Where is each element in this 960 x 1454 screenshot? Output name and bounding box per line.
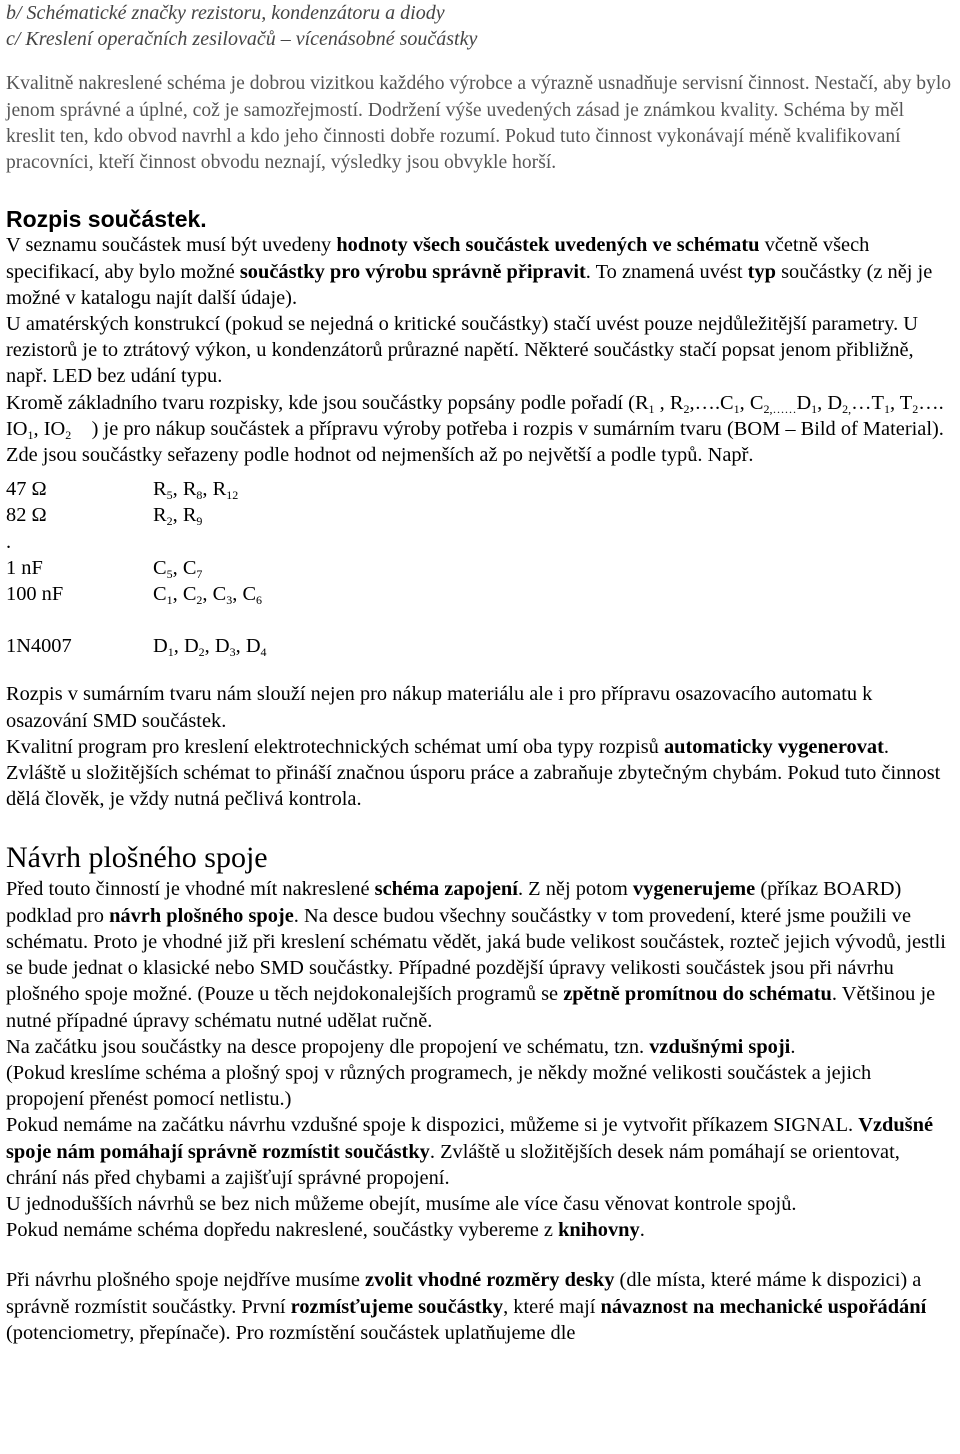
text-run: , které mají bbox=[503, 1295, 601, 1318]
bold-run: zvolit vhodné rozměry desky bbox=[365, 1269, 615, 1292]
bold-run: Vzdušné spoje nám pomáhají správně rozmístit součástky bbox=[6, 1114, 934, 1163]
bold-run: vzdušnými spoji bbox=[649, 1035, 791, 1058]
bold-run: schéma zapojení bbox=[374, 878, 518, 901]
text-run: , T bbox=[889, 391, 913, 414]
bom-value: 100 nF bbox=[6, 583, 64, 606]
bom-value: . bbox=[6, 530, 12, 553]
subscript: 9 bbox=[196, 514, 203, 529]
text-run: Pokud nemáme schéma dopředu nakreslené, součástky vybereme z bbox=[6, 1219, 559, 1242]
rozpis-paragraph-3 bbox=[6, 390, 954, 469]
rozpis-paragraph-4: Rozpis v sumárním tvaru nám slouží nejen pro nákup materiálu ale i pro přípravu osazovacího automatu k osazování SMD součástek. bbox=[6, 683, 873, 732]
bold-run: rozmísťujeme součástky bbox=[290, 1295, 504, 1318]
bold-run: součástky pro výrobu správně připravit bbox=[239, 260, 586, 283]
bom-value: 47 Ω bbox=[6, 478, 47, 501]
rozpis-paragraph-5 bbox=[6, 734, 954, 813]
subscript: 2 bbox=[198, 645, 205, 660]
subscript: 5 bbox=[166, 566, 173, 581]
text-run: D bbox=[796, 391, 812, 414]
text-run: , C bbox=[739, 391, 764, 414]
bom-references: $C_1$, $C_2$, $C_3$, $C_6$ bbox=[153, 583, 263, 608]
bom-references: $R_5$, $R_8$, $R_{12}$ bbox=[153, 478, 239, 503]
subscript: 2,…… bbox=[763, 401, 797, 416]
subscript: 3 bbox=[226, 593, 233, 608]
bold-run: návrh plošného spoje bbox=[109, 904, 294, 927]
intro-paragraph: Kvalitně nakreslené schéma je dobrou vizitkou každého výrobce a výrazně usnadňuje servisní činnost. Nestačí, aby bylo jenom správné a úplné, což je samozřejmostí. Dodržení výše uvedených zásad je známkou kvality. Schéma by měl kreslit ten, kdo obvod navrhl a kdo jeho činnosti dobře rozumí. Pokud tuto činnost vykonávají méně kvalifikovaní pracovníci, kteří činnost obvodu neznají, výsledky jsou obvykle horší. bbox=[6, 73, 952, 174]
bom-row bbox=[6, 581, 954, 607]
rozpis-paragraph-2: U amatérských konstrukcí (pokud se nejedná o kritické součástky) stačí uvést pouze nejdůležitější parametry. U rezistorů je to ztrátový výkon, u kondenzátorů průrazné napětí. Některé součástky stačí popsat jenom přibližně, např. LED bez udání typu. bbox=[6, 313, 919, 388]
text-run: V seznamu součástek musí být uvedeny bbox=[6, 234, 337, 257]
text-run: , IO bbox=[33, 417, 66, 440]
subscript: 12 bbox=[226, 488, 239, 503]
bom-references: $C_5$, $C_7$ bbox=[153, 556, 203, 581]
navrh-paragraph-2 bbox=[6, 1034, 954, 1060]
text-run: , R bbox=[654, 391, 684, 414]
rozpis-paragraph-1 bbox=[6, 232, 954, 311]
bold-run: knihovny bbox=[558, 1219, 640, 1242]
subscript: 2, bbox=[842, 401, 852, 416]
text-run: Pokud nemáme na začátku návrhu vzdušné spoje k dispozici, můžeme si je vytvořit příkazem SIGNAL. bbox=[6, 1114, 859, 1137]
document-page bbox=[6, 0, 954, 1346]
text-run: ) je pro nákup součástek a přípravu výroby potřeba i rozpis v sumárním tvaru (BOM – Bild of Material). Zde jsou součástky seřazeny podle hodnot od nejmenších až po největší a podle typů. Např. bbox=[6, 417, 949, 467]
subscript: 3 bbox=[229, 645, 236, 660]
text-run: . Zvláště u složitějších schémat to přináší značnou úsporu práce a zabraňuje zbytečným chybám. Pokud tuto činnost dělá člověk, je vždy nutná pečlivá kontrola. bbox=[6, 735, 941, 811]
text-run: . Z něj potom bbox=[517, 878, 633, 901]
subscript: 1 bbox=[883, 401, 890, 416]
bom-references: $R_2$, $R_9$ bbox=[153, 504, 203, 529]
subscript: 1 bbox=[167, 645, 174, 660]
text-run: . Většinou je nutné případné úpravy schématu nutné udělat ručně. bbox=[6, 983, 936, 1032]
navrh-paragraph-6 bbox=[6, 1217, 954, 1243]
subscript: 1 bbox=[733, 401, 740, 416]
header-line-b: b/ Schématické značky rezistoru, kondenzátoru a diody bbox=[6, 2, 445, 24]
subscript: 8 bbox=[196, 488, 203, 503]
subscript: 2 bbox=[65, 427, 72, 442]
subscript: 7 bbox=[196, 566, 203, 581]
subscript: 1 bbox=[166, 593, 173, 608]
section-title-rozpis: Rozpis součástek. bbox=[6, 206, 207, 233]
text-run: …T bbox=[851, 391, 884, 414]
text-run: . Na desce budou všechny součástky v tom provedení, které jsme použili ve schématu. Proto je vhodné již při kreslení schématu vědět, jaká bude velikost součástek, rozteč jejich vývodů, jestli se bude jednat o klasické nebo SMD součástky. Případné pozdější úpravy velikosti součástek jsou při návrhu plošného spoje možné. (Pouze u těch nejdokonalejších programů se bbox=[6, 904, 946, 1006]
text-run: ,….C bbox=[689, 391, 734, 414]
bom-row bbox=[6, 555, 954, 581]
subscript: 5 bbox=[166, 488, 173, 503]
text-run: . To znamená uvést bbox=[585, 260, 748, 283]
text-run: Kromě základního tvaru rozpisky, kde jsou součástky popsány podle pořadí (R bbox=[6, 391, 649, 414]
bom-list bbox=[6, 476, 954, 659]
text-run: , D bbox=[817, 391, 843, 414]
text-run: . bbox=[639, 1219, 645, 1242]
text-run: …. IO bbox=[6, 391, 944, 440]
navrh-paragraph-7 bbox=[6, 1267, 954, 1346]
subscript: 1 bbox=[811, 401, 818, 416]
text-run: Před touto činností je vhodné mít nakreslené bbox=[6, 878, 375, 901]
text-run: Při návrhu plošného spoje nejdříve musíme bbox=[6, 1269, 366, 1292]
bom-references: $D_1$, $D_2$, $D_3$, $D_4$ bbox=[153, 635, 267, 660]
text-run: . bbox=[790, 1035, 796, 1058]
text-run: (příkaz BOARD) podklad pro bbox=[6, 878, 902, 927]
bom-value: 82 Ω bbox=[6, 504, 47, 527]
bold-run: hodnoty všech součástek uvedených ve schématu bbox=[336, 234, 760, 257]
subscript: 2 bbox=[196, 593, 203, 608]
bold-run: návaznost na mechanické uspořádání bbox=[600, 1295, 927, 1318]
text-run: . Zvláště u složitějších desek nám pomáhají se orientovat, chrání nás před chybami a zajišťují správné propojení. bbox=[6, 1140, 900, 1189]
header-line-c: c/ Kreslení operačních zesilovačů – vícenásobné součástky bbox=[6, 28, 478, 51]
bom-value: 1N4007 bbox=[6, 635, 72, 658]
section-title-navrh: Návrh plošného spoje bbox=[6, 841, 268, 875]
bom-row bbox=[6, 502, 954, 528]
subscript: 4 bbox=[260, 645, 267, 660]
navrh-paragraph-3: (Pokud kreslíme schéma a plošný spoj v různých programech, je někdy možné velikosti součástek a jejich propojení přenést pomocí netlistu.) bbox=[6, 1061, 872, 1111]
text-run: (dle místa, které máme k dispozici) a správně rozmístit součástky. První bbox=[6, 1269, 922, 1318]
bom-row bbox=[6, 476, 954, 502]
text-run: Na začátku jsou součástky na desce propojeny dle propojení ve schématu, tzn. bbox=[6, 1035, 650, 1058]
text-run: součástky (z něj je možné v katalogu najít další údaje). bbox=[6, 260, 933, 309]
bom-row bbox=[6, 633, 954, 659]
subscript: 6 bbox=[256, 593, 263, 608]
text-run: včetně všech specifikací, aby bylo možné bbox=[6, 234, 870, 283]
bold-run: automaticky vygenerovat bbox=[663, 735, 884, 758]
subscript: 2 bbox=[912, 401, 919, 416]
bold-run: zpětně promítnou do schématu bbox=[563, 983, 832, 1006]
navrh-paragraph-4 bbox=[6, 1112, 954, 1191]
bom-value: 1 nF bbox=[6, 556, 43, 579]
text-run: (potenciometry, přepínače). Pro rozmístění součástek uplatňujeme dle bbox=[6, 1321, 576, 1344]
bold-run: vygenerujeme bbox=[632, 878, 756, 901]
navrh-paragraph-5: U jednodušších návrhů se bez nich můžeme obejít, musíme ale více času věnovat kontrole spojů. bbox=[6, 1192, 797, 1215]
navrh-paragraph-1 bbox=[6, 876, 954, 1033]
subscript: 2 bbox=[683, 401, 690, 416]
bom-row bbox=[6, 529, 954, 555]
text-run: Kvalitní program pro kreslení elektrotechnických schémat umí oba typy rozpisů bbox=[6, 735, 664, 758]
subscript: 1 bbox=[648, 401, 655, 416]
subscript: 2 bbox=[166, 514, 173, 529]
bold-run: typ bbox=[747, 260, 776, 283]
subscript: 1 bbox=[27, 427, 34, 442]
